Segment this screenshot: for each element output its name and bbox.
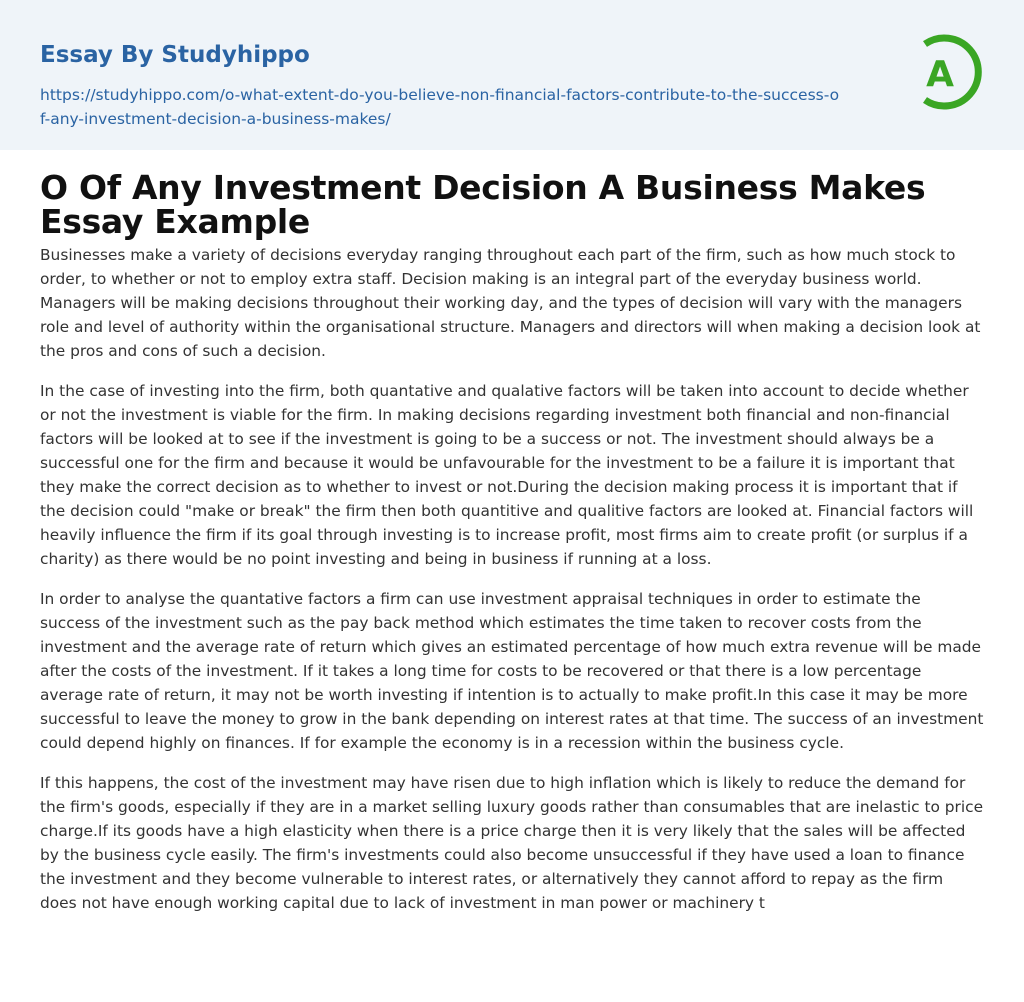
- article-title: O Of Any Investment Decision A Business Makes Essay Example: [40, 168, 926, 241]
- site-header: [0, 0, 1024, 150]
- article: [0, 168, 1024, 915]
- article-paragraph-1: Businesses make a variety of decisions everyday ranging throughout each part of the firm, such as how much stock to order, to whether or not to employ extra staff. Decision making is an integral part of the everyday business world. Managers will be making decisions throughout their working day, and the types of decision will vary with the managers role and level of authority within the organisational structure. Managers and directors will when making a decision look at the pros and cons of such a decision.: [40, 246, 981, 360]
- source-url-link[interactable]: https://studyhippo.com/o-what-extent-do-you-believe-non-financial-factors-contribute-to-the-success-of-any-investment-decision-a-business-makes/: [40, 86, 840, 128]
- logo-letter: A: [926, 54, 954, 95]
- site-brand[interactable]: Essay By Studyhippo: [40, 42, 310, 68]
- article-paragraph-4: If this happens, the cost of the investment may have risen due to high inflation which is likely to reduce the demand for the firm's goods, especially if they are in a market selling luxury goods rather than consumables that are inelastic to price charge.If its goods have a high elasticity when there is a price charge then it is very likely that the sales will be affected by the business cycle easily. The firm's investments could also become unsuccessful if they have used a loan to finance the investment and they become vulnerable to interest rates, or alternatively they cannot afford to repay as the firm does not have enough working capital due to lack of investment in man power or machinery t: [40, 774, 984, 912]
- article-paragraph-3: In order to analyse the quantative factors a firm can use investment appraisal techniques in order to estimate the success of the investment such as the pay back method which estimates the time taken to recover costs from the investment and the average rate of return which gives an estimated percentage of how much extra revenue will be made after the costs of the investment. If it takes a long time for costs to be recovered or that there is a low percentage average rate of return, it may not be worth investing if intention is to actually to make profit.In this case it may be more successful to leave the money to grow in the bank depending on interest rates at that time. The success of an investment could depend highly on finances. If for example the economy is in a recession within the business cycle.: [40, 590, 984, 752]
- studyhippo-logo-icon[interactable]: [912, 30, 986, 114]
- article-paragraph-2: In the case of investing into the firm, both quantative and qualative factors will be taken into account to decide whether or not the investment is viable for the firm. In making decisions regarding investment both financial and non-financial factors will be looked at to see if the investment is going to be a success or not. The investment should always be a successful one for the firm and because it would be unfavourable for the investment to be a failure it is important that they make the correct decision as to whether to invest or not.During the decision making process it is important that if the decision could "make or break" the firm then both quantitive and qualitive factors are looked at. Financial factors will heavily influence the firm if its goal through investing is to increase profit, most firms aim to create profit (or surplus if a charity) as there would be no point investing and being in business if running at a loss.: [40, 382, 974, 568]
